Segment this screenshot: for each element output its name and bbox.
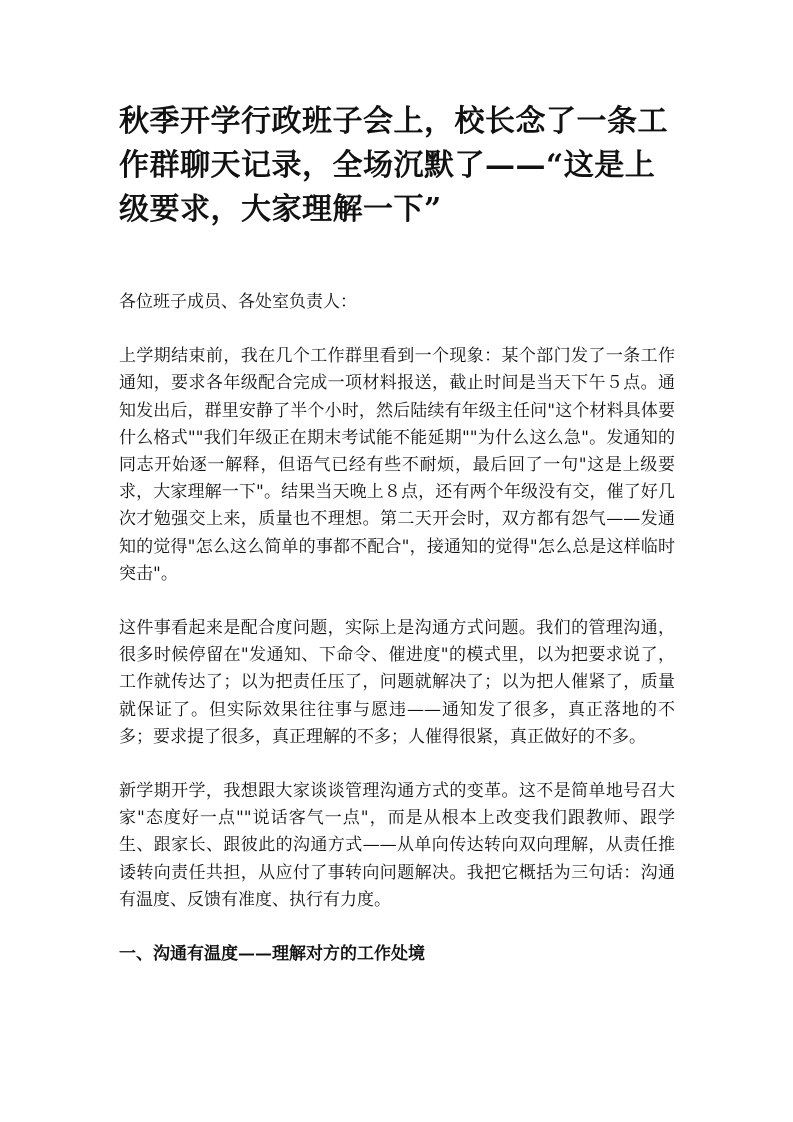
paragraph-2: 这件事看起来是配合度问题，实际上是沟通方式问题。我们的管理沟通，很多时候停留在"发通知、下命令、催进度"的模式里，以为把要求说了，工作就传达了；以为把责任压了，问题就解决了；以为把人催紧了，质量就保证了。但实际效果往往事与愿违——通知发了很多，真正落地的不多；要求提了很多，真正理解的不多；人催得很紧，真正做好的不多。	[119, 618, 675, 747]
salutation: 各位班子成员、各处室负责人：	[119, 292, 357, 312]
document-body	[119, 100, 675, 968]
paragraph-3: 新学期开学，我想跟大家谈谈管理沟通方式的变革。这不是简单地号召大家"态度好一点""说话客气一点"，而是从根本上改变我们跟教师、跟学生、跟家长、跟彼此的沟通方式——从单向传达转向双向理解，从责任推诿转向责任共担，从应付了事转向问题解决。我把它概括为三句话：沟通有温度、反馈有准度、执行有力度。	[119, 781, 675, 910]
document-title: 秋季开学行政班子会上，校长念了一条工作群聊天记录，全场沉默了——“这是上级要求，大家理解一下”	[119, 104, 668, 227]
paragraph-1: 上学期结束前，我在几个工作群里看到一个现象：某个部门发了一条工作通知，要求各年级配合完成一项材料报送，截止时间是当天下午５点。通知发出后，群里安静了半个小时，然后陆续有年级主任问"这个材料具体要什么格式""我们年级正在期末考试能不能延期""为什么这么急"。发通知的同志开始逐一解释，但语气已经有些不耐烦，最后回了一句"这是上级要求，大家理解一下"。结果当天晚上８点，还有两个年级没有交，催了好几次才勉强交上来，质量也不理想。第二天开会时，双方都有怨气——发通知的觉得"怎么这么简单的事都不配合"，接通知的觉得"怎么总是这样临时突击"。	[119, 346, 675, 584]
section-heading-1: 一、沟通有温度——理解对方的工作处境	[119, 944, 425, 965]
